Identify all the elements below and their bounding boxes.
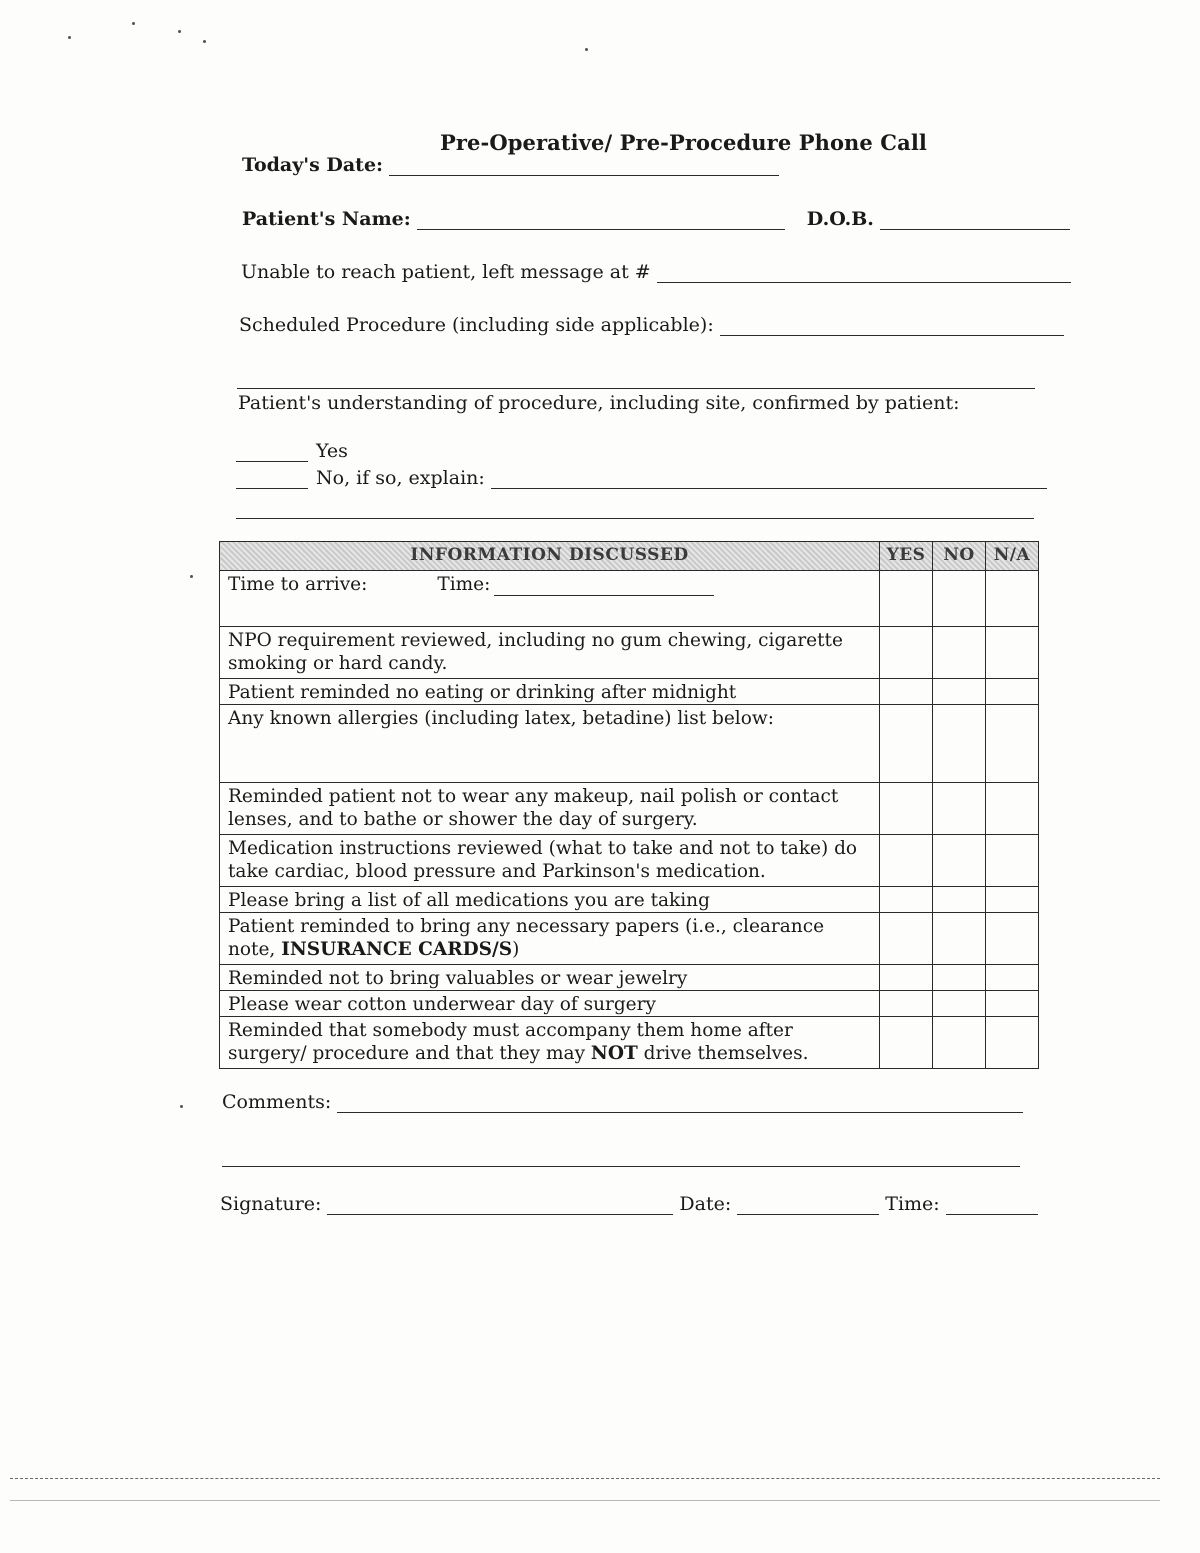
na-checkbox-cell[interactable] [986,965,1039,991]
row-text-cell [220,913,880,965]
scan-speck [585,48,588,51]
comments-field[interactable] [337,1094,1023,1113]
row-text-line: Please wear cotton underwear day of surgery [228,994,656,1015]
na-checkbox-cell[interactable] [986,627,1039,679]
row-text-line: Please bring a list of all medications you are taking [228,890,710,911]
scan-edge-line [10,1500,1160,1501]
scan-speck [203,40,206,43]
time-label: Time: [885,1193,940,1215]
table-header-row [220,542,1039,571]
yes-blank[interactable] [236,443,308,462]
information-discussed-header: INFORMATION DISCUSSED [220,542,880,571]
understanding-yes-row [236,440,348,462]
row-text-line: Reminded that somebody must accompany them home after [228,1020,793,1041]
na-checkbox-cell[interactable] [986,571,1039,627]
col-yes-header: YES [880,542,933,571]
scheduled-procedure-row [239,314,1064,336]
table-row [220,991,1039,1017]
row-text-line: lenses, and to bathe or shower the day of surgery. [228,809,698,830]
col-na-header: N/A [986,542,1039,571]
na-checkbox-cell[interactable] [986,913,1039,965]
no-blank[interactable] [236,470,308,489]
no-checkbox-cell[interactable] [933,627,986,679]
na-checkbox-cell[interactable] [986,835,1039,887]
scheduled-procedure-line-2[interactable] [237,388,1035,389]
row-text-line: smoking or hard candy. [228,653,448,674]
row-text-cell [220,627,880,679]
row-text-line: Patient reminded no eating or drinking after midnight [228,682,737,703]
row-text-cell [220,887,880,913]
signature-field[interactable] [327,1196,673,1215]
table-row [220,913,1039,965]
scan-speck [180,1105,183,1108]
row-text-cell [220,991,880,1017]
na-checkbox-cell[interactable] [986,705,1039,783]
yes-checkbox-cell[interactable] [880,991,933,1017]
table-row-time-to-arrive [220,571,1039,627]
comments-label: Comments: [222,1091,332,1113]
todays-date-label: Today's Date: [242,154,384,176]
scan-speck [68,36,71,39]
table-row [220,887,1039,913]
todays-date-field[interactable] [389,157,779,176]
row-text-line: Any known allergies (including latex, betadine) list below: [228,708,774,729]
understanding-row [238,392,966,414]
yes-checkbox-cell[interactable] [880,627,933,679]
na-checkbox-cell[interactable] [986,991,1039,1017]
yes-checkbox-cell[interactable] [880,887,933,913]
row-text-line [228,1042,873,1065]
time-to-arrive-label: Time to arrive: [228,574,368,595]
no-checkbox-cell[interactable] [933,835,986,887]
na-checkbox-cell[interactable] [986,887,1039,913]
time-to-arrive-cell [220,571,880,627]
table-row-allergies [220,705,1039,783]
scheduled-procedure-label: Scheduled Procedure (including side applicable): [239,314,714,336]
no-checkbox-cell[interactable] [933,913,986,965]
yes-checkbox-cell[interactable] [880,1017,933,1069]
scan-speck [132,22,135,25]
arrive-time-label: Time: [437,574,491,595]
row-text-cell [220,1017,880,1069]
col-no-header: NO [933,542,986,571]
patient-name-label: Patient's Name: [242,208,411,230]
table-row [220,679,1039,705]
patient-name-field[interactable] [417,211,785,230]
patient-name-row [242,208,1070,230]
no-checkbox-cell[interactable] [933,679,986,705]
scan-speck [178,30,181,33]
insurance-cards-emphasis: INSURANCE CARDS/S [281,939,513,960]
explain-line-2[interactable] [236,518,1034,519]
row-text-cell [220,679,880,705]
no-label: No, if so, explain: [316,467,485,489]
no-checkbox-cell[interactable] [933,887,986,913]
na-checkbox-cell[interactable] [986,1017,1039,1069]
explain-field[interactable] [491,470,1047,489]
row-text-line [228,938,873,961]
table-row [220,783,1039,835]
row-text-fragment: drive themselves. [637,1043,809,1064]
yes-checkbox-cell[interactable] [880,571,933,627]
information-discussed-table [219,541,1039,1069]
row-text-cell [220,705,880,783]
date-label: Date: [679,1193,732,1215]
understanding-label: Patient's understanding of procedure, including site, confirmed by patient: [238,392,960,414]
signature-row [220,1193,1038,1215]
no-checkbox-cell[interactable] [933,783,986,835]
table-row [220,1017,1039,1069]
no-checkbox-cell[interactable] [933,705,986,783]
row-text-cell [220,835,880,887]
scan-speck [190,575,193,578]
na-checkbox-cell[interactable] [986,679,1039,705]
time-field[interactable] [946,1196,1038,1215]
table-row [220,965,1039,991]
row-text-fragment: ) [512,939,520,960]
todays-date-row [242,154,779,176]
scheduled-procedure-field[interactable] [720,317,1064,336]
na-checkbox-cell[interactable] [986,783,1039,835]
yes-checkbox-cell[interactable] [880,705,933,783]
date-field[interactable] [737,1196,879,1215]
form-title: Pre-Operative/ Pre-Procedure Phone Call [440,130,927,155]
no-checkbox-cell[interactable] [933,1017,986,1069]
yes-label: Yes [316,440,348,462]
row-text-line: NPO requirement reviewed, including no gum chewing, cigarette [228,630,843,651]
row-text-fragment: surgery/ procedure and that they may [228,1043,591,1064]
row-text-cell [220,965,880,991]
comments-row [222,1091,1023,1113]
row-text-line: Reminded not to bring valuables or wear jewelry [228,968,688,989]
row-text-line: take cardiac, blood pressure and Parkinson's medication. [228,861,766,882]
not-emphasis: NOT [590,1043,638,1064]
table-row [220,627,1039,679]
comments-line-2[interactable] [222,1166,1020,1167]
yes-checkbox-cell[interactable] [880,679,933,705]
unable-to-reach-label: Unable to reach patient, left message at # [241,261,651,283]
arrive-time-field[interactable] [494,579,714,596]
scan-edge-line [10,1478,1160,1479]
dob-label: D.O.B. [806,208,874,230]
row-text-line: Patient reminded to bring any necessary papers (i.e., clearance [228,916,825,937]
yes-checkbox-cell[interactable] [880,965,933,991]
left-message-number-field[interactable] [657,264,1071,283]
yes-checkbox-cell[interactable] [880,835,933,887]
yes-checkbox-cell[interactable] [880,783,933,835]
understanding-no-row [236,467,1047,489]
row-text-cell [220,783,880,835]
row-text-fragment: note, [228,939,282,960]
row-text-line: Medication instructions reviewed (what to take and not to take) do [228,838,858,859]
row-text-line: Reminded patient not to wear any makeup, nail polish or contact [228,786,839,807]
no-checkbox-cell[interactable] [933,965,986,991]
table-row [220,835,1039,887]
dob-field[interactable] [880,211,1070,230]
yes-checkbox-cell[interactable] [880,913,933,965]
no-checkbox-cell[interactable] [933,571,986,627]
signature-label: Signature: [220,1193,322,1215]
no-checkbox-cell[interactable] [933,991,986,1017]
unable-to-reach-row [241,261,1071,283]
